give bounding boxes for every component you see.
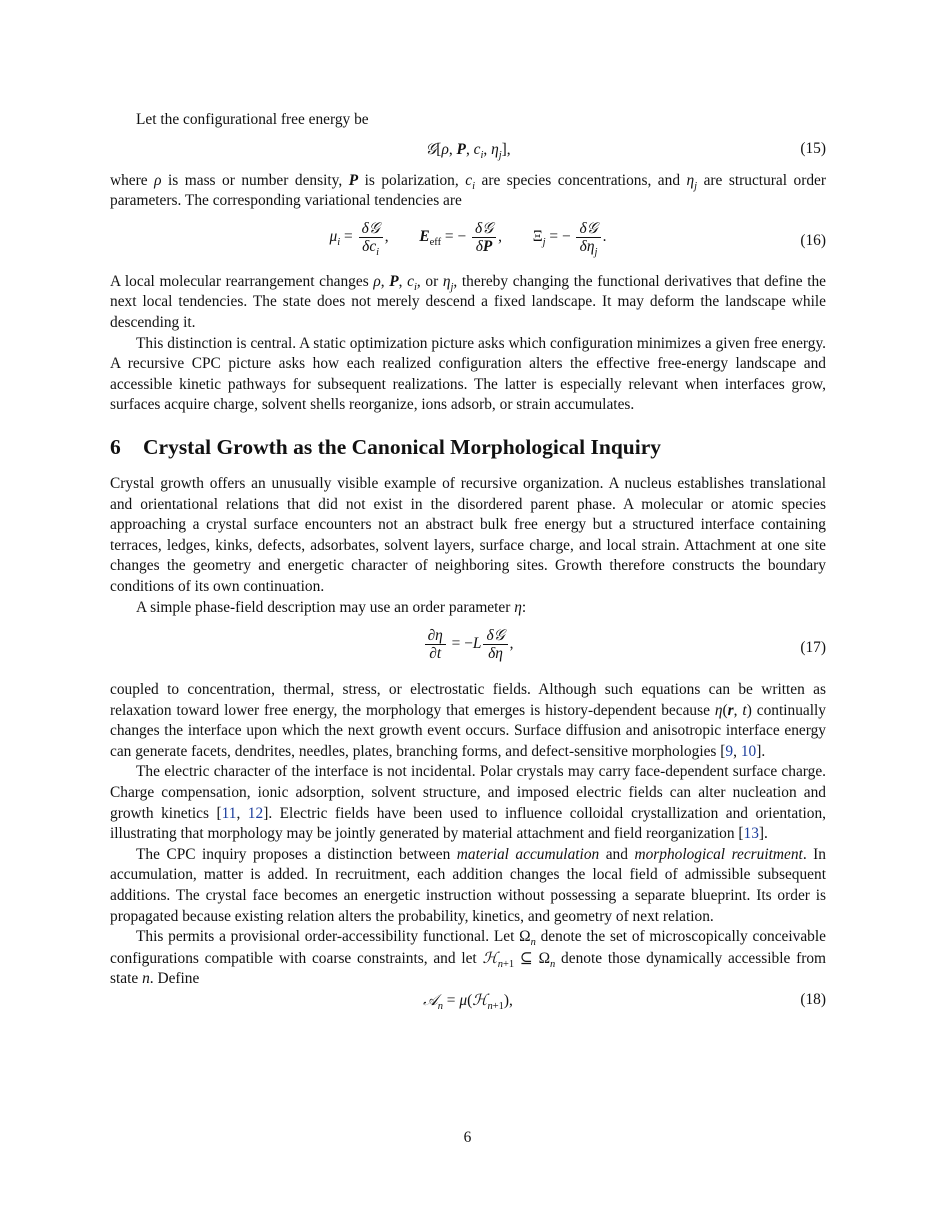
section-number: 6 xyxy=(110,434,121,459)
citation-link[interactable]: 11 xyxy=(221,804,237,822)
paragraph-permits: This permits a provisional order-accessibility functional. Let $\Omega_n$ denote the set of microscopically conceivable configurations compatible with coarse constraints, and let ℋ$_{n+1}$ ⊆ $\Omega_n$ denote those dynamically accessible from state n. Define xyxy=(110,928,827,988)
paragraph-coupled: coupled to concentration, thermal, stress, or electrostatic fields. Although such equations can be written as relaxation toward lower free energy, the morphology that emerges is history-dependent because η(r, t) continually changes the interface upon which the next growth event occurs. Surface diffusion and anisotropic interface energy can generate facets, dendrites, needles, plates, branching forms, and defect-sensitive morphologies [9, 10]. xyxy=(110,681,826,760)
paragraph-crystal: Crystal growth offers an unusually visible example of recursive organization. A nucleus establishes translational and orientational relations that did not exist in the disordered parent phase. A molecular or atomic species approaching a crystal surface encounters not an abstract bulk free energy but a structured interface containing terraces, ledges, kinks, defects, adsorbates, solvent layers, surface charge, and local strain. Attachment at one site changes the geometry and energetic character of neighboring sites. Growth therefore constructs the boundary conditions of its own continuation. xyxy=(110,474,826,595)
equation-16-number: (16) xyxy=(800,231,826,249)
section-heading xyxy=(110,434,826,460)
equation-18-body: 𝒜$_n$ = μ(ℋ$_{n+1}$), xyxy=(423,991,513,1013)
page-number: 6 xyxy=(463,1129,472,1146)
equation-17-body: $\frac{\partial\eta}{\partial t}$ = −L $\frac{\text{δ𝒢}}{\delta\eta}$ , xyxy=(110,627,826,662)
equation-16-body: $\mu_i$ = $\frac{\text{δ𝒢}}{\delta c_i}$ , $E_{eff}$ = − $\frac{\text{δ𝒢}}{\delta P}$ , $\Xi_j$ = − $\frac{\text{δ𝒢}}{\delta\eta_j}$ . xyxy=(329,218,607,258)
paragraph-cpc: The CPC inquiry proposes a distinction between material accumulation and morphological recruitment. In accumulation, matter is added. In recruitment, each addition changes the local field of admissible subsequent additions. The crystal face becomes an energetic instruction without possessing a separate blueprint. Its order is propagated because existing relation alters the probability, kinetics, and geometry of next relation. xyxy=(110,845,826,925)
paragraph-electric: The electric character of the interface is not incidental. Polar crystals may carry face-dependent surface charge. Charge compensation, ionic adsorption, solvent structure, and imposed electric fields can alter nucleation and growth kinetics [11, 12]. Electric fields have been used to influence colloidal crystallization and orientation, illustrating that morphology may be jointly generated by material attachment and field reorganization [13]. xyxy=(110,763,827,843)
equation-15 xyxy=(110,139,826,165)
paper-page xyxy=(110,110,826,1012)
citation-link[interactable]: 9 xyxy=(725,742,734,760)
paragraph-where: where ρ is mass or number density, P is polarization, $c_i$ are species concentrations, and $\eta_j$ are structural order parameters. The corresponding variational tendencies are xyxy=(110,171,826,210)
paragraph-distinction: This distinction is central. A static optimization picture asks which configuration minimizes a given free energy. A recursive CPC picture asks how each realized configuration alters the effective free-energy landscape and accessible kinetic pathways for subsequent realizations. The latter is especially relevant when interfaces grow, surfaces acquire charge, solvent shells reorganize, ions adsorb, or strain accumulates. xyxy=(110,334,826,414)
paragraph-phasefield: A simple phase-field description may use an order parameter η: xyxy=(136,598,527,616)
citation-link[interactable]: 10 xyxy=(740,742,757,760)
equation-15-number: (15) xyxy=(800,139,826,157)
equation-16 xyxy=(110,218,826,266)
paragraph-local: A local molecular rearrangement changes ρ, P, $c_i$, or $\eta_j$, thereby changing the functional derivatives that define the next local tendencies. The state does not merely descend a fixed landscape. It may deform the landscape while descending it. xyxy=(110,272,827,331)
citation-link[interactable]: 13 xyxy=(743,825,759,843)
equation-17-number: (17) xyxy=(800,639,826,657)
equation-15-body: 𝒢[ρ, P, $c_i$, $\eta_j$], xyxy=(425,139,511,161)
section-title: Crystal Growth as the Canonical Morphological Inquiry xyxy=(143,434,662,459)
equation-17 xyxy=(110,624,826,674)
equation-18 xyxy=(110,990,826,1012)
paragraph-intro: Let the configurational free energy be xyxy=(136,111,369,128)
citation-link[interactable]: 12 xyxy=(247,804,264,822)
equation-18-number: (18) xyxy=(800,991,826,1008)
